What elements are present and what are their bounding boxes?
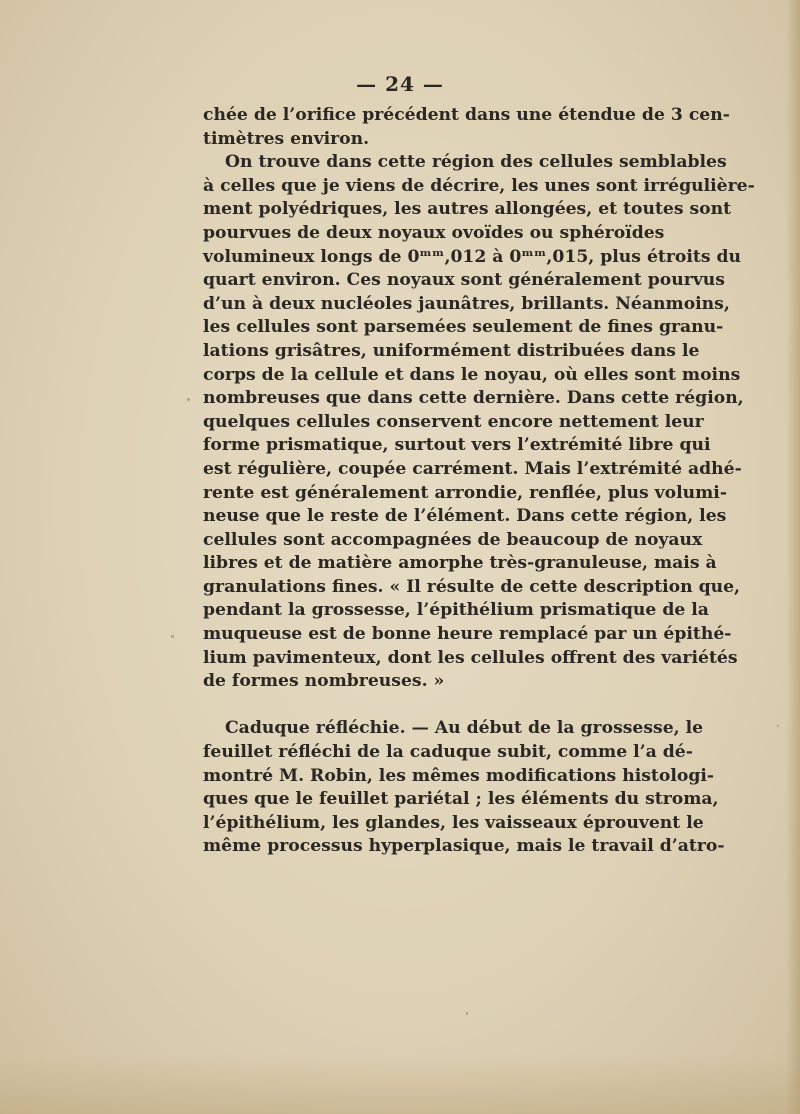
- text-line: lium pavimenteux, dont les cellules offrent des variétés: [203, 647, 738, 668]
- text-line: forme prismatique, surtout vers l’extrémité libre qui: [203, 435, 711, 456]
- text-line: les cellules sont parsemées seulement de fines granu-: [203, 317, 724, 338]
- text-line: On trouve dans cette région des cellules semblables: [225, 152, 727, 173]
- text-line: ment polyédriques, les autres allongées, et toutes sont: [203, 199, 732, 220]
- text-line: même processus hyperplasique, mais le travail d’atro-: [203, 836, 725, 857]
- text-line: corps de la cellule et dans le noyau, où elles sont moins: [203, 364, 741, 385]
- text-line: cellules sont accompagnées de beaucoup de noyaux: [203, 529, 703, 550]
- text-line: d’un à deux nucléoles jaunâtres, brillants. Néanmoins,: [203, 293, 730, 314]
- body-text: [203, 104, 755, 859]
- text-line: chée de l’orifice précédent dans une étendue de 3 cen-: [203, 105, 730, 125]
- text-line: pourvues de deux noyaux ovoïdes ou sphéroïdes: [203, 222, 665, 243]
- text-line: Caduque réfléchie. — Au début de la grossesse, le: [225, 718, 704, 739]
- text-line: volumineux longs de 0ᵐᵐ,012 à 0ᵐᵐ,015, plus étroits du: [203, 246, 741, 267]
- paper-speck: [466, 1012, 468, 1015]
- text-line: l’épithélium, les glandes, les vaisseaux éprouvent le: [203, 812, 704, 833]
- text-line: neuse que le reste de l’élément. Dans cette région, les: [203, 506, 727, 527]
- page-edge-shadow: [786, 0, 800, 1114]
- text-line: quart environ. Ces noyaux sont généralement pourvus: [203, 270, 725, 291]
- text-line: rente est généralement arrondie, renflée, plus volumi-: [203, 482, 727, 503]
- paper-speck: [187, 398, 190, 401]
- text-line: est régulière, coupée carrément. Mais l’extrémité adhé-: [203, 458, 742, 479]
- text-line: granulations fines. « Il résulte de cette description que,: [203, 576, 741, 597]
- page-number: — 24 —: [356, 72, 444, 96]
- text-line: timètres environ.: [203, 128, 370, 149]
- text-line: pendant la grossesse, l’épithélium prismatique de la: [203, 600, 709, 621]
- text-line: libres et de matière amorphe très-granuleuse, mais à: [203, 553, 717, 574]
- paragraph-gap: [203, 694, 643, 718]
- text-line: feuillet réfléchi de la caduque subit, comme l’a dé-: [203, 742, 693, 763]
- text-line: muqueuse est de bonne heure remplacé par un épithé-: [203, 624, 732, 645]
- text-line: nombreuses que dans cette dernière. Dans cette région,: [203, 388, 744, 409]
- paper-speck: [777, 725, 779, 727]
- text-line: montré M. Robin, les mêmes modifications histologi-: [203, 765, 715, 786]
- text-line: lations grisâtres, uniformément distribuées dans le: [203, 340, 700, 361]
- page-bottom-shadow: [0, 1054, 800, 1114]
- text-line: à celles que je viens de décrire, les unes sont irrégulière-: [203, 175, 755, 196]
- paper-speck: [171, 635, 174, 638]
- text-line: ques que le feuillet pariétal ; les éléments du stroma,: [203, 789, 719, 810]
- text-line: de formes nombreuses. »: [203, 671, 445, 692]
- text-line: quelques cellules conservent encore nettement leur: [203, 411, 704, 432]
